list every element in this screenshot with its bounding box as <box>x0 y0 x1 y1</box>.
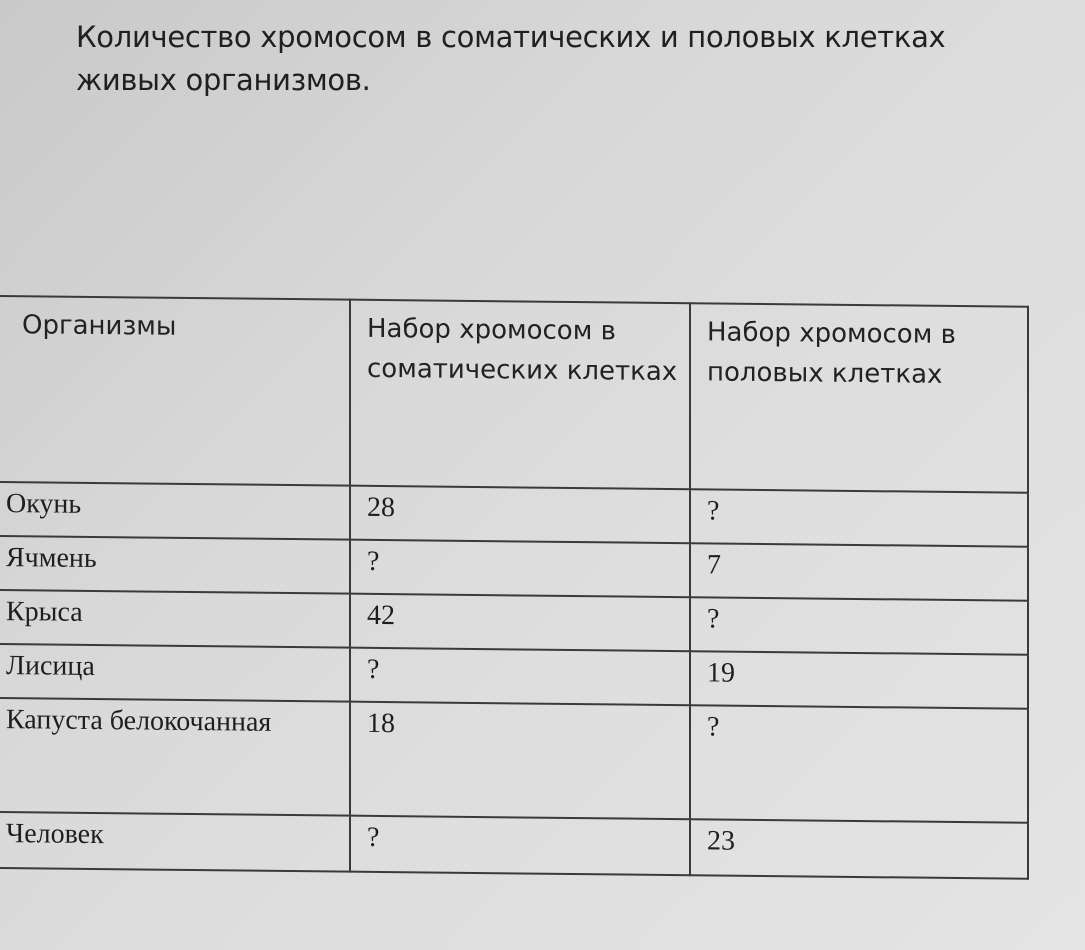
header-somatic-cells: Набор хромосом в соматических клетках <box>350 300 690 490</box>
sex-cell: ? <box>690 597 1028 655</box>
somatic-cell: 42 <box>350 594 690 652</box>
header-organisms: Организмы <box>0 296 350 486</box>
page-title: Количество хромосом в соматических и половых клетках живых организмов. <box>76 20 946 97</box>
somatic-cell: ? <box>350 648 690 706</box>
chromosome-table <box>0 295 1029 880</box>
organism-cell: Капуста белокочанная <box>0 698 350 816</box>
organism-cell: Окунь <box>0 482 350 540</box>
somatic-cell: 18 <box>350 702 690 820</box>
somatic-cell: ? <box>350 540 690 598</box>
organism-cell: Крыса <box>0 590 350 648</box>
sex-cell: 23 <box>690 819 1028 879</box>
table-row <box>0 812 1028 879</box>
somatic-cell: ? <box>350 816 690 876</box>
sex-cell: 19 <box>690 651 1028 709</box>
header-sex-cells: Набор хромосом в половых клетках <box>690 303 1028 493</box>
somatic-cell: 28 <box>350 486 690 544</box>
organism-cell: Лисица <box>0 644 350 702</box>
sex-cell: ? <box>690 489 1028 547</box>
table-header-row <box>0 296 1028 493</box>
organism-cell: Человек <box>0 812 350 872</box>
organism-cell: Ячмень <box>0 536 350 594</box>
table-row <box>0 698 1028 823</box>
chromosome-table-container <box>0 295 1028 869</box>
sex-cell: ? <box>690 705 1028 823</box>
sex-cell: 7 <box>690 543 1028 601</box>
